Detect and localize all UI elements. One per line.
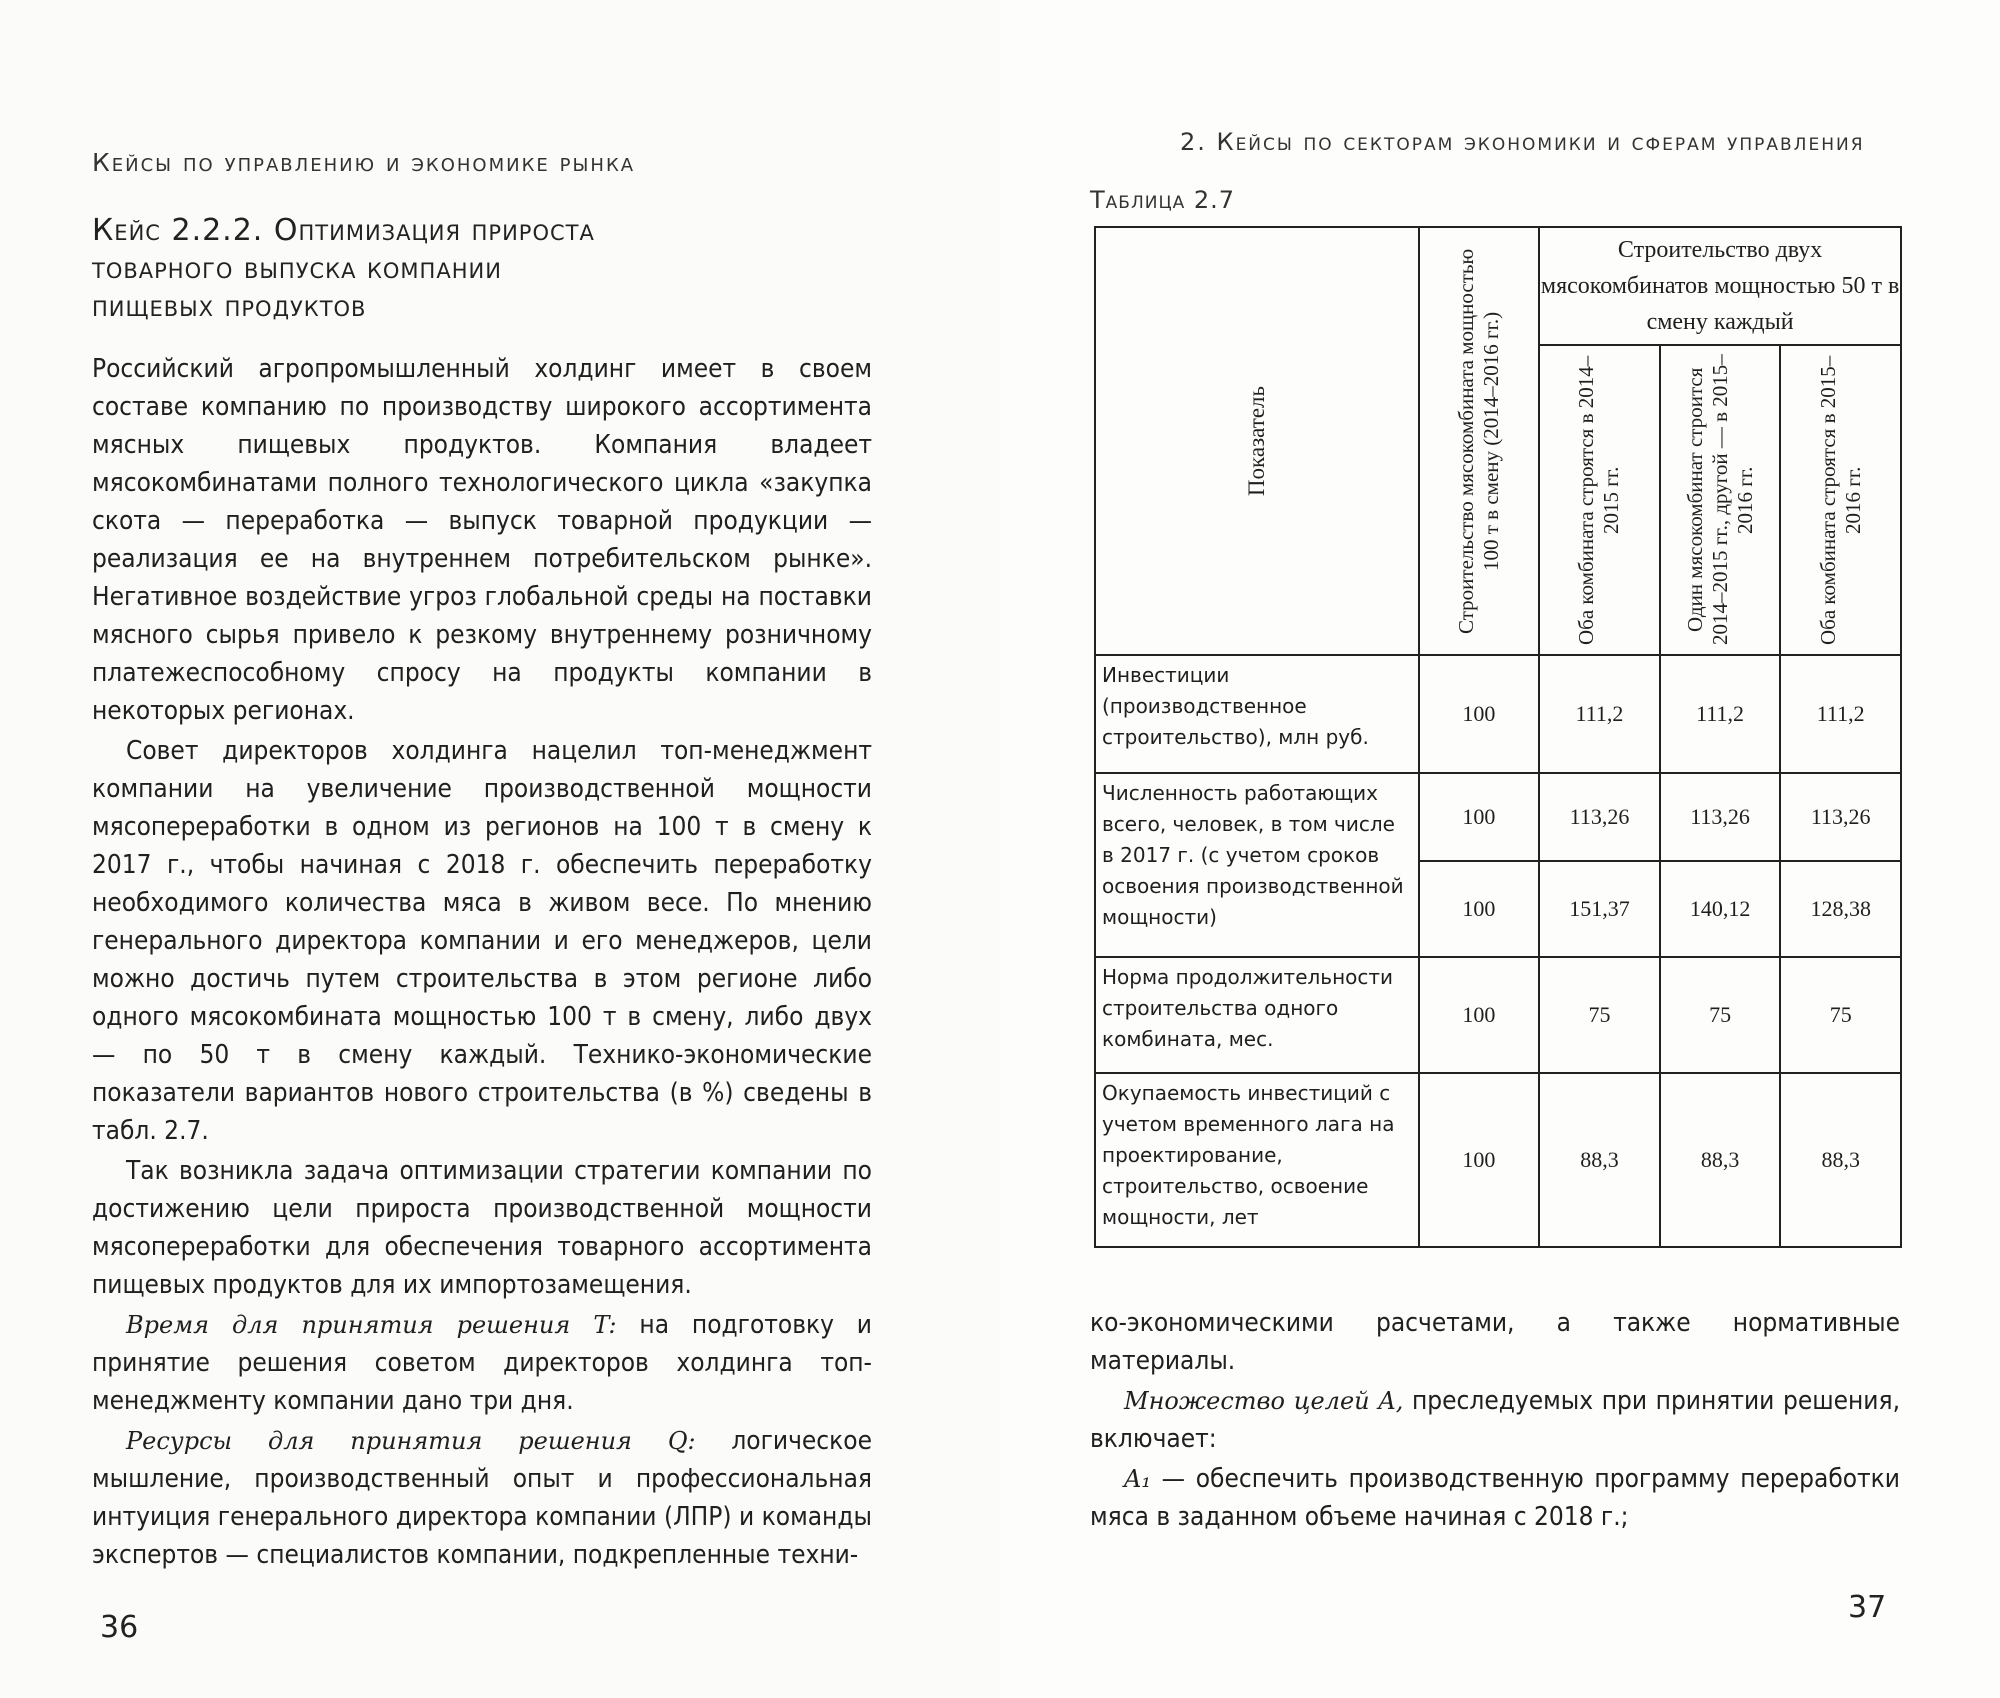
paragraph-text: — обеспечить производственную программу переработки мяса в заданном объеме начиная с 2018 г.; [1090, 1464, 1900, 1532]
cell: 75 [1780, 957, 1901, 1073]
term-label: Множество целей A, [1124, 1387, 1404, 1415]
cell: 140,12 [1660, 861, 1781, 957]
paragraph-text: логическое мышление, производственный опыт и профессиональная интуиция генерального директора компании (ЛПР) и команды экспертов — специалистов компании, подкрепленные техни- [92, 1426, 873, 1570]
paragraph [92, 1422, 872, 1574]
page-number-left: 36 [100, 1610, 139, 1645]
table-caption: Таблица 2.7 [1090, 186, 1236, 214]
header-indicator: Показатель [1095, 227, 1419, 655]
left-body-text [92, 350, 872, 1574]
cell: 100 [1419, 1073, 1540, 1247]
table-row [1095, 1073, 1901, 1247]
row-label: Инвестиции (производственное строительство), млн руб. [1095, 655, 1419, 773]
header-both-early: Оба комбината строятся в 2014–2015 гг. [1539, 345, 1660, 655]
right-page [1000, 0, 2000, 1698]
table-row [1095, 957, 1901, 1073]
paragraph-text: на подготовку и принятие решения советом директоров холдинга топ-менеджменту компании дано три дня. [92, 1310, 872, 1416]
case-title-line: Кейс 2.2.2. Оптимизация прироста [92, 213, 595, 248]
term-label: Ресурсы для принятия решения Q: [126, 1427, 696, 1455]
cell: 88,3 [1660, 1073, 1781, 1247]
paragraph: Так возникла задача оптимизации стратегии компании по достижению цели прироста производственной мощности мясопереработки для обеспечения товарного ассортимента пищевых продуктов для их импортозамещения. [92, 1156, 872, 1300]
right-body-text [1090, 1304, 1900, 1536]
cell: 100 [1419, 655, 1540, 773]
cell: 100 [1419, 957, 1540, 1073]
table-row [1095, 655, 1901, 773]
cell: 111,2 [1539, 655, 1660, 773]
paragraph [1090, 1460, 1900, 1536]
term-label: Время для принятия решения T: [126, 1311, 617, 1339]
running-head-left: Кейсы по управлению и экономике рынка [92, 148, 636, 177]
cell: 128,38 [1780, 861, 1901, 957]
cell: 113,26 [1660, 773, 1781, 861]
row-label: Норма продолжительности строительства одного комбината, мес. [1095, 957, 1419, 1073]
case-title-line: пищевых продуктов [92, 289, 367, 324]
page-number-right: 37 [1848, 1590, 1887, 1625]
paragraph [92, 1306, 872, 1420]
running-head-right: 2. Кейсы по секторам экономики и сферам управления [1180, 128, 1865, 156]
cell: 113,26 [1780, 773, 1901, 861]
cell: 100 [1419, 773, 1540, 861]
cell: 100 [1419, 861, 1540, 957]
cell: 75 [1539, 957, 1660, 1073]
case-title-line: товарного выпуска компании [92, 251, 502, 286]
paragraph: Совет директоров холдинга нацелил топ-менеджмент компании на увеличение производственной мощности мясопереработки в одном из регионов на 100 т в смену к 2017 г., чтобы начиная с 2018 г. обеспечить переработку необходимого количества мяса в живом весе. По мнению генерального директора компании и его менеджеров, цели можно достичь путем строительства в этом регионе либо одного мясокомбината мощностью 100 т в смену, либо двух — по 50 т в смену каждый. Технико-экономические показатели вариантов нового строительства (в %) сведены в табл. 2.7. [92, 736, 872, 1146]
indicators-table [1094, 226, 1902, 1248]
term-label: A₁ [1124, 1465, 1151, 1493]
header-single-plant: Строительство мясокомбината мощностью 100 т в смену (2014–2016 гг.) [1419, 227, 1540, 655]
cell: 111,2 [1660, 655, 1781, 773]
paragraph: ко-экономическими расчетами, а также нормативные материалы. [1090, 1308, 1900, 1376]
header-two-plants: Строительство двух мясокомбинатов мощностью 50 т в смену каждый [1539, 227, 1901, 345]
row-label: Окупаемость инвестиций с учетом временного лага на проектирование, строительство, освоение мощности, лет [1095, 1073, 1419, 1247]
case-title [92, 212, 595, 326]
cell: 88,3 [1539, 1073, 1660, 1247]
paragraph [1090, 1382, 1900, 1458]
header-mixed: Один мясокомбинат строится 2014–2015 гг., другой — в 2015–2016 гг. [1660, 345, 1781, 655]
header-both-late: Оба комбината строятся в 2015–2016 гг. [1780, 345, 1901, 655]
cell: 111,2 [1780, 655, 1901, 773]
paragraph-text: преследуемых при принятии решения, включает: [1090, 1386, 1901, 1454]
cell: 88,3 [1780, 1073, 1901, 1247]
paragraph: Российский агропромышленный холдинг имеет в своем составе компанию по производству широкого ассортимента мясных пищевых продуктов. Компания владеет мясокомбинатами полного технологического цикла «закупка скота — переработка — выпуск товарной продукции — реализация ее на внутреннем потребительском рынке». Негативное воздействие угроз глобальной среды на поставки мясного сырья привело к резкому внутреннему розничному платежеспособному спросу на продукты компании в некоторых регионах. [92, 354, 872, 726]
cell: 113,26 [1539, 773, 1660, 861]
table-row [1095, 773, 1901, 861]
row-label: Численность работающих всего, человек, в том числе в 2017 г. (с учетом сроков освоения производственной мощности) [1095, 773, 1419, 957]
cell: 75 [1660, 957, 1781, 1073]
cell: 151,37 [1539, 861, 1660, 957]
